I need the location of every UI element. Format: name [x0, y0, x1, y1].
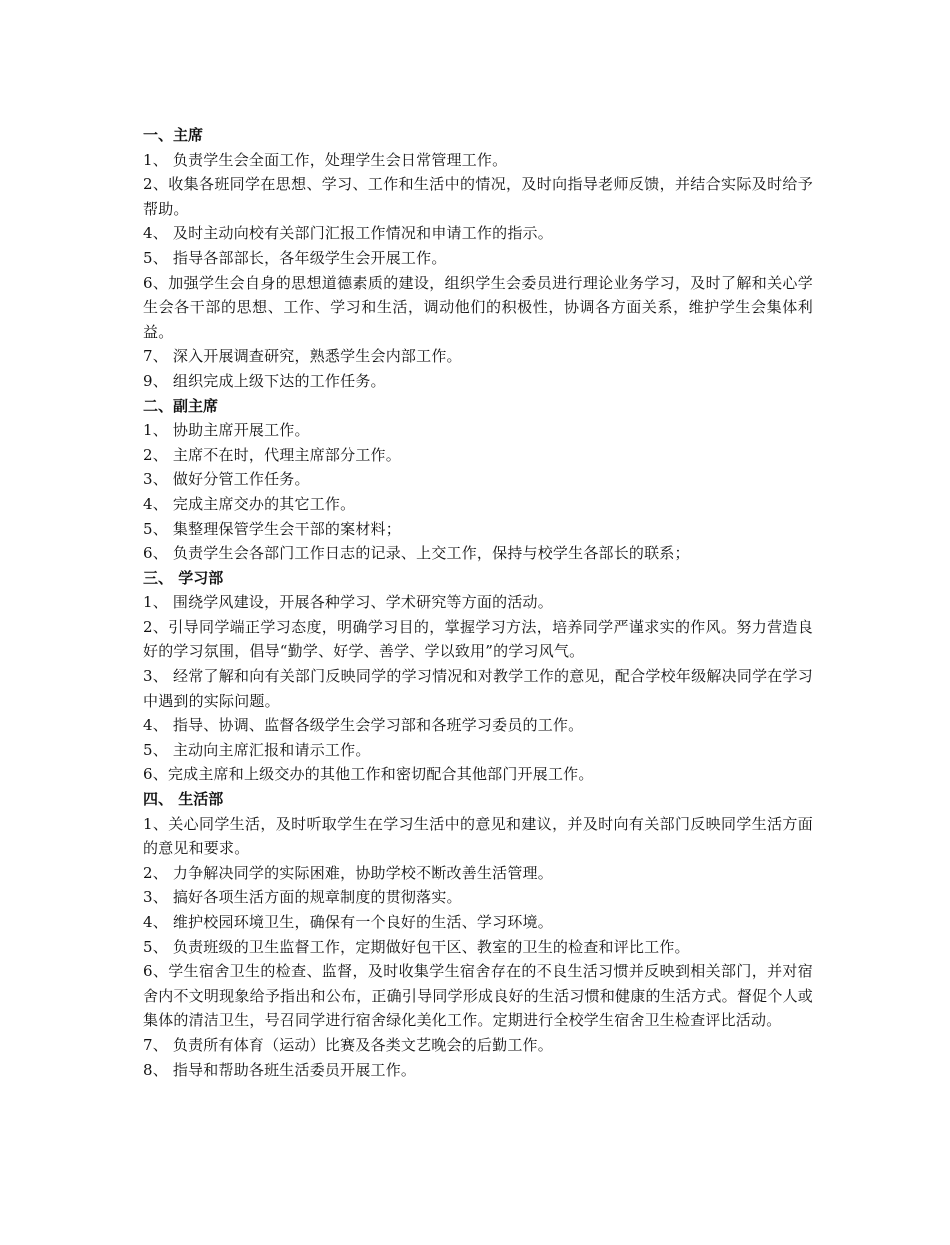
list-item: 6、 负责学生会各部门工作日志的记录、上交工作，保持与校学生各部长的联系； — [143, 544, 690, 563]
section-study-department — [143, 566, 813, 787]
list-item: 2、收集各班同学在思想、学习、工作和生活中的情况，及时向指导老师反馈，并结合实际及时给予帮助。 — [143, 175, 813, 218]
list-item: 2、 力争解决同学的实际困难，协助学校不断改善生活管理。 — [143, 863, 553, 882]
list-item: 1、 协助主席开展工作。 — [143, 421, 310, 440]
list-item: 4、 完成主席交办的其它工作。 — [143, 494, 356, 513]
list-item: 6、加强学生会自身的思想道德素质的建设，组织学生会委员进行理论业务学习，及时了解和关心学生会各干部的思想、工作、学习和生活，调动他们的积极性，协调各方面关系，维护学生会集体利益。 — [143, 273, 813, 341]
list-item: 5、 指导各部部长，各年级学生会开展工作。 — [143, 248, 447, 267]
list-item: 6、完成主席和上级交办的其他工作和密切配合其他部门开展工作。 — [143, 765, 594, 784]
list-item: 8、 指导和帮助各班生活委员开展工作。 — [143, 1060, 417, 1079]
list-item: 5、 主动向主席汇报和请示工作。 — [143, 740, 371, 759]
list-item: 4、 维护校园环境卫生，确保有一个良好的生活、学习环境。 — [143, 913, 553, 931]
list-item: 7、 负责所有体育（运动）比赛及各类文艺晚会的后勤工作。 — [143, 1035, 553, 1054]
list-item: 3、 搞好各项生活方面的规章制度的贯彻落实。 — [143, 888, 462, 907]
list-item: 2、 主席不在时，代理主席部分工作。 — [143, 445, 401, 464]
list-item: 3、 经常了解和向有关部门反映同学的学习情况和对教学工作的意见，配合学校年级解决同学在学习中遇到的实际问题。 — [143, 667, 813, 710]
section-heading: 一、主席 — [143, 126, 204, 144]
list-item: 4、 及时主动向校有关部门汇报工作情况和申请工作的指示。 — [143, 224, 553, 243]
list-item: 5、 集整理保管学生会干部的案材料； — [143, 519, 401, 538]
list-item: 1、 负责学生会全面工作，处理学生会日常管理工作。 — [143, 150, 508, 169]
list-item: 4、 指导、协调、监督各级学生会学习部和各班学习委员的工作。 — [143, 716, 584, 735]
section-chairman — [143, 123, 813, 394]
section-vice-chairman — [143, 394, 813, 566]
list-item: 1、 围绕学风建设，开展各种学习、学术研究等方面的活动。 — [143, 593, 553, 612]
list-item: 1、关心同学生活，及时听取学生在学习生活中的意见和建议，并及时向有关部门反映同学生活方面的意见和要求。 — [143, 814, 813, 858]
list-item: 7、 深入开展调查研究，熟悉学生会内部工作。 — [143, 347, 462, 366]
list-item: 9、 组织完成上级下达的工作任务。 — [143, 371, 386, 390]
list-item: 6、学生宿舍卫生的检查、监督，及时收集学生宿舍存在的不良生活习惯并反映到相关部门，并对宿舍内不文明现象给予指出和公布，正确引导同学形成良好的生活习惯和健康的生活方式。督促个人或集体的清洁卫生，号召同学进行宿舍绿化美化工作。定期进行全校学生宿舍卫生检查评比活动。 — [143, 962, 813, 1030]
list-item: 2、引导同学端正学习态度，明确学习目的，掌握学习方法，培养同学严谨求实的作风。努力营造良好的学习氛围，倡导“勤学、好学、善学、学以致用”的学习风气。 — [143, 617, 813, 661]
list-item: 3、 做好分管工作任务。 — [143, 470, 310, 489]
list-item: 5、 负责班级的卫生监督工作，定期做好包干区、教室的卫生的检查和评比工作。 — [143, 937, 690, 956]
document-body — [143, 123, 813, 1082]
section-heading: 四、 生活部 — [143, 790, 224, 809]
section-heading: 二、副主席 — [143, 396, 219, 415]
section-heading: 三、 学习部 — [143, 568, 224, 587]
section-life-department — [143, 787, 813, 1082]
